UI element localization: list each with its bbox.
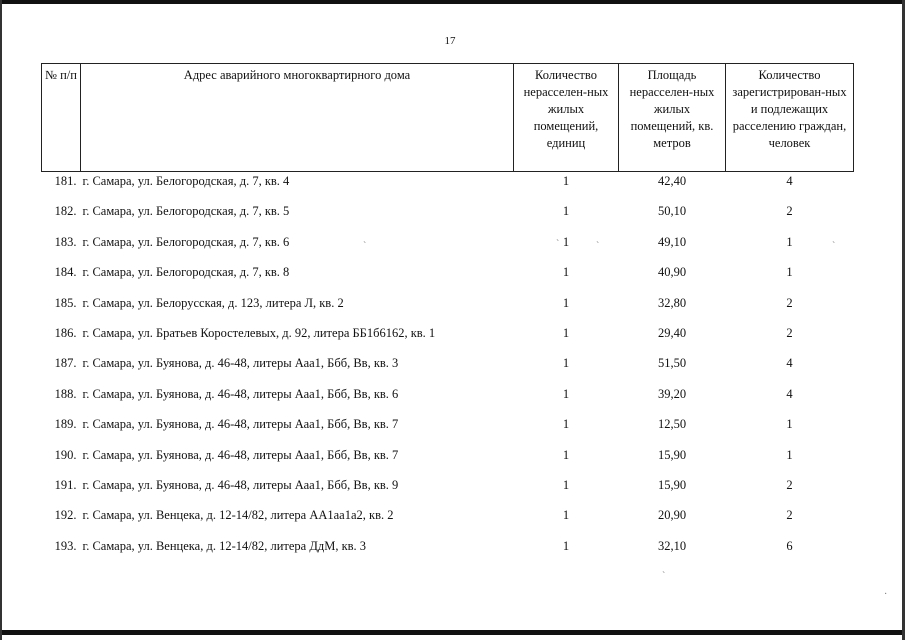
people-cell: 4 bbox=[786, 174, 793, 188]
table-row bbox=[42, 446, 854, 476]
address-cell: г. Самара, ул. Венцека, д. 12-14/82, литера АА1аа1а2, кв. 2 bbox=[82, 508, 394, 523]
area-cell: 15,90 bbox=[657, 447, 687, 462]
address-cell: г. Самара, ул. Буянова, д. 46-48, литеры Ааа1, Ббб, Вв, кв. 3 bbox=[82, 356, 399, 371]
scan-speck: ˋ bbox=[832, 241, 836, 252]
people-cell: 1 bbox=[786, 234, 793, 249]
area-cell: 49,10 bbox=[657, 234, 687, 249]
area-cell: 15,90 bbox=[657, 477, 687, 492]
header-row-number: № п/п bbox=[42, 64, 81, 172]
housing-table bbox=[41, 63, 854, 567]
area-cell: 40,90 bbox=[657, 265, 687, 280]
table-row bbox=[42, 415, 854, 445]
table-row bbox=[42, 202, 854, 232]
table-row bbox=[42, 233, 854, 263]
table-row bbox=[42, 354, 854, 384]
area-cell: 51,50 bbox=[657, 356, 687, 371]
units-cell: 1 bbox=[562, 417, 570, 432]
area-cell: 29,40 bbox=[657, 325, 687, 340]
scan-speck: · bbox=[884, 589, 888, 600]
row-number: 192. bbox=[54, 508, 77, 523]
table-row bbox=[42, 476, 854, 506]
address-cell: г. Самара, ул. Белорусская, д. 123, литера Л, кв. 2 bbox=[82, 295, 344, 310]
table-row bbox=[42, 263, 854, 293]
area-cell: 39,20 bbox=[657, 386, 687, 401]
units-cell: 1 bbox=[562, 174, 570, 188]
row-number: 189. bbox=[54, 417, 77, 432]
units-cell: 1 bbox=[562, 325, 570, 340]
units-cell: 1 bbox=[562, 447, 570, 462]
table-row bbox=[42, 385, 854, 415]
scan-speck: ˋ bbox=[363, 241, 367, 252]
page-number: 17 bbox=[444, 35, 456, 47]
units-cell: 1 bbox=[562, 234, 570, 249]
scan-border-bottom bbox=[0, 630, 905, 635]
address-cell: г. Самара, ул. Белогородская, д. 7, кв. 6 bbox=[82, 234, 290, 249]
units-cell: 1 bbox=[562, 204, 570, 219]
people-cell: 1 bbox=[786, 447, 793, 462]
address-cell: г. Самара, ул. Буянова, д. 46-48, литеры Ааа1, Ббб, Вв, кв. 9 bbox=[82, 477, 399, 492]
scan-border-left bbox=[0, 0, 2, 640]
header-registered-people: Количество зарегистрирован-ных и подлежащих расселению граждан, человек bbox=[726, 64, 854, 172]
area-cell: 42,40 bbox=[657, 174, 687, 188]
row-number: 193. bbox=[54, 538, 77, 553]
header-row bbox=[42, 64, 854, 172]
row-number: 185. bbox=[54, 295, 77, 310]
people-cell: 2 bbox=[786, 508, 793, 523]
people-cell: 1 bbox=[786, 417, 793, 432]
scan-speck: ˋ bbox=[662, 571, 666, 582]
address-cell: г. Самара, ул. Буянова, д. 46-48, литеры Ааа1, Ббб, Вв, кв. 6 bbox=[82, 386, 399, 401]
row-number: 190. bbox=[54, 447, 77, 462]
scan-border-top bbox=[0, 0, 905, 4]
people-cell: 2 bbox=[786, 325, 793, 340]
people-cell: 4 bbox=[786, 356, 793, 371]
table-row bbox=[42, 294, 854, 324]
address-cell: г. Самара, ул. Белогородская, д. 7, кв. 4 bbox=[82, 174, 290, 188]
units-cell: 1 bbox=[562, 386, 570, 401]
units-cell: 1 bbox=[562, 265, 570, 280]
units-cell: 1 bbox=[562, 508, 570, 523]
header-unsettled-area: Площадь нерасселен-ных жилых помещений, кв. метров bbox=[619, 64, 726, 172]
people-cell: 2 bbox=[786, 477, 793, 492]
row-number: 188. bbox=[54, 386, 77, 401]
row-number: 183. bbox=[54, 234, 77, 249]
table-row bbox=[42, 537, 854, 567]
area-cell: 32,80 bbox=[657, 295, 687, 310]
row-number: 184. bbox=[54, 265, 77, 280]
housing-table-container bbox=[41, 63, 854, 567]
table-body bbox=[42, 172, 854, 568]
area-cell: 32,10 bbox=[657, 538, 687, 553]
header-address: Адрес аварийного многоквартирного дома bbox=[81, 64, 514, 172]
row-number: 187. bbox=[54, 356, 77, 371]
table-row bbox=[42, 324, 854, 354]
address-cell: г. Самара, ул. Буянова, д. 46-48, литеры Ааа1, Ббб, Вв, кв. 7 bbox=[82, 447, 399, 462]
row-number: 191. bbox=[54, 477, 77, 492]
people-cell: 4 bbox=[786, 386, 793, 401]
units-cell: 1 bbox=[562, 538, 570, 553]
row-number: 186. bbox=[54, 325, 77, 340]
units-cell: 1 bbox=[562, 356, 570, 371]
people-cell: 2 bbox=[786, 204, 793, 219]
units-cell: 1 bbox=[562, 477, 570, 492]
area-cell: 50,10 bbox=[657, 204, 687, 219]
people-cell: 1 bbox=[786, 265, 793, 280]
header-unsettled-units: Количество нерасселен-ных жилых помещений, единиц bbox=[514, 64, 619, 172]
table-header bbox=[42, 64, 854, 172]
units-cell: 1 bbox=[562, 295, 570, 310]
table-row bbox=[42, 506, 854, 536]
address-cell: г. Самара, ул. Буянова, д. 46-48, литеры Ааа1, Ббб, Вв, кв. 7 bbox=[82, 417, 399, 432]
scan-speck: ˋ bbox=[556, 239, 560, 250]
area-cell: 12,50 bbox=[657, 417, 687, 432]
people-cell: 2 bbox=[786, 295, 793, 310]
row-number: 181. bbox=[54, 174, 77, 188]
address-cell: г. Самара, ул. Белогородская, д. 7, кв. 8 bbox=[82, 265, 290, 280]
address-cell: г. Самара, ул. Братьев Коростелевых, д. 92, литера ББ1б6162, кв. 1 bbox=[82, 325, 436, 340]
scan-speck: ˋ bbox=[596, 241, 600, 252]
address-cell: г. Самара, ул. Венцека, д. 12-14/82, литера ДдМ, кв. 3 bbox=[82, 538, 367, 553]
people-cell: 6 bbox=[786, 538, 793, 553]
table-row bbox=[42, 172, 854, 203]
row-number: 182. bbox=[54, 204, 77, 219]
area-cell: 20,90 bbox=[657, 508, 687, 523]
address-cell: г. Самара, ул. Белогородская, д. 7, кв. 5 bbox=[82, 204, 290, 219]
